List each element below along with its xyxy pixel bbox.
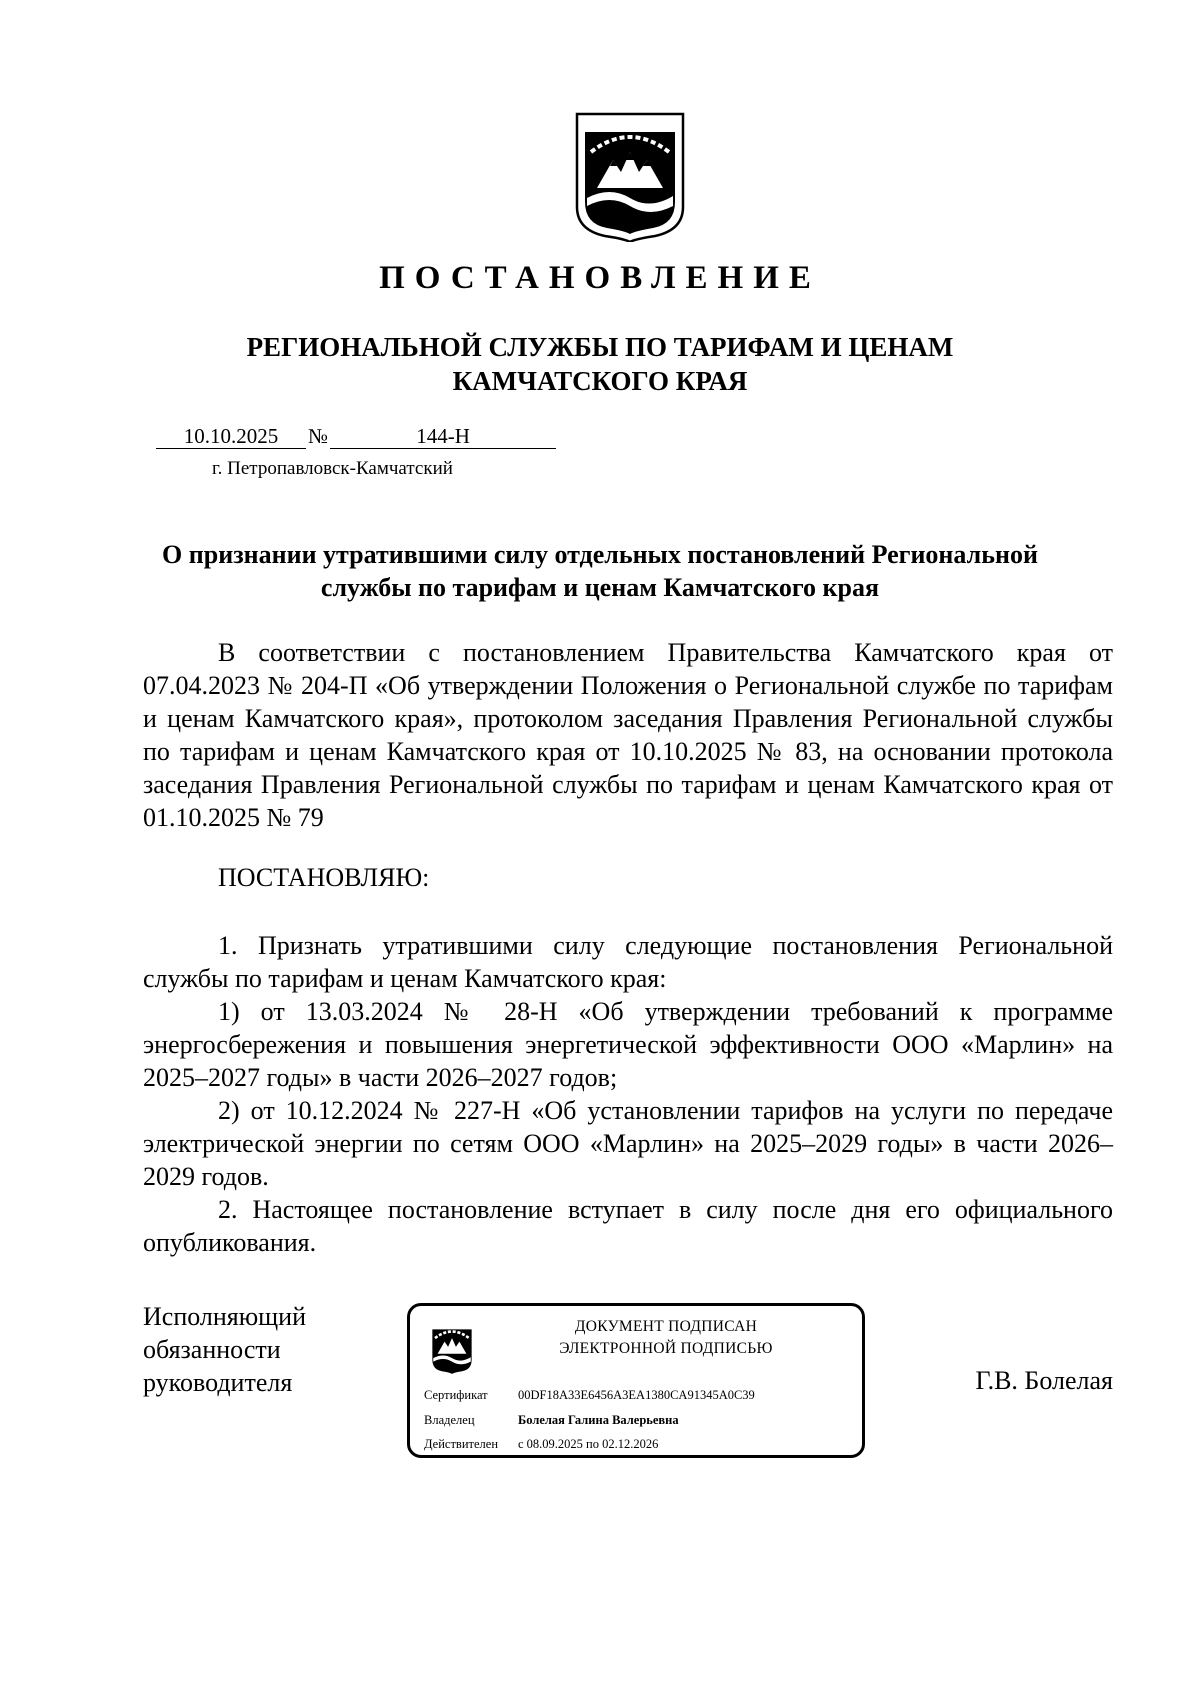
coat-of-arms-icon bbox=[575, 112, 685, 242]
document-number: 144-Н bbox=[330, 424, 556, 449]
organization-name-line-2: КАМЧАТСКОГО КРАЯ bbox=[452, 366, 748, 396]
signer-title-line: Исполняющий bbox=[143, 1302, 307, 1331]
preamble bbox=[143, 636, 1113, 834]
stamp-heading-line: ЭЛЕКТРОННОЙ ПОДПИСЬЮ bbox=[559, 1340, 773, 1357]
decree-word: ПОСТАНОВЛЯЮ: bbox=[218, 863, 430, 892]
stamp-owner-value: Болелая Галина Валерьевна bbox=[518, 1413, 679, 1427]
stamp-heading-line: ДОКУМЕНТ ПОДПИСАН bbox=[574, 1318, 758, 1335]
stamp-certificate-value: 00DF18A33E6456A3EA1380CA91345A0C39 bbox=[518, 1388, 755, 1402]
organization-name-line-1: РЕГИОНАЛЬНОЙ СЛУЖБЫ ПО ТАРИФАМ И ЦЕНАМ bbox=[246, 332, 954, 362]
stamp-validity-value: с 08.09.2025 по 02.12.2026 bbox=[518, 1437, 659, 1451]
decree-items bbox=[143, 929, 1113, 1259]
stamp-certificate-label: Сертификат bbox=[424, 1388, 488, 1402]
coat-of-arms-icon bbox=[428, 1318, 476, 1380]
signer-title bbox=[143, 1300, 306, 1399]
decree-item: 2) от 10.12.2024 № 227-Н «Об установлении тарифов на услуги по передаче электрической энергии по сетям ООО «Марлин» на 2025–2029 годы» в части 2026–2029 годов. bbox=[143, 1096, 1113, 1191]
signer-name: Г.В. Болелая bbox=[975, 1366, 1113, 1395]
decree-item: 1. Признать утратившими силу следующие постановления Региональной службы по тарифам и ценам Камчатского края: bbox=[143, 931, 1113, 993]
stamp-heading bbox=[480, 1316, 852, 1360]
city: г. Петропавловск-Камчатский bbox=[212, 458, 453, 479]
stamp-owner-row bbox=[424, 1413, 679, 1428]
stamp-owner-label: Владелец bbox=[424, 1413, 475, 1427]
stamp-validity-label: Действителен bbox=[424, 1437, 499, 1451]
electronic-signature-stamp bbox=[407, 1303, 865, 1458]
document-subject: О признании утратившими силу отдельных постановлений Региональной службы по тарифам и ценам Камчатского края bbox=[162, 540, 1038, 602]
document-date: 10.10.2025 bbox=[156, 424, 306, 449]
decree-item: 2. Настоящее постановление вступает в силу после дня его официального опубликования. bbox=[143, 1195, 1113, 1257]
signer-title-line: руководителя bbox=[143, 1368, 293, 1397]
signer-title-line: обязанности bbox=[143, 1335, 281, 1364]
decree-item: 1) от 13.03.2024 № 28-Н «Об утверждении требований к программе энергосбережения и повышения энергетической эффективности ООО «Марлин» на 2025–2027 годы» в части 2026–2027 годов; bbox=[143, 997, 1113, 1092]
organization-name bbox=[0, 330, 1200, 398]
preamble-text: В соответствии с постановлением Правительства Камчатского края от 07.04.2023 № 204-П «Об утверждении Положения о Региональной службе по тарифам и ценам Камчатского края», протоколом заседания Правления Региональной службы по тарифам и ценам Камчатского края от 10.10.2025 № 83, на основании протокола заседания Правления Региональной службы по тарифам и ценам Камчатского края от 01.10.2025 № 79 bbox=[143, 638, 1113, 832]
stamp-certificate-row bbox=[424, 1388, 755, 1403]
document-type-title: ПОСТАНОВЛЕНИЕ bbox=[379, 260, 821, 296]
number-sign: № bbox=[308, 424, 329, 448]
stamp-validity-row bbox=[424, 1437, 658, 1452]
date-number-line bbox=[156, 424, 556, 449]
